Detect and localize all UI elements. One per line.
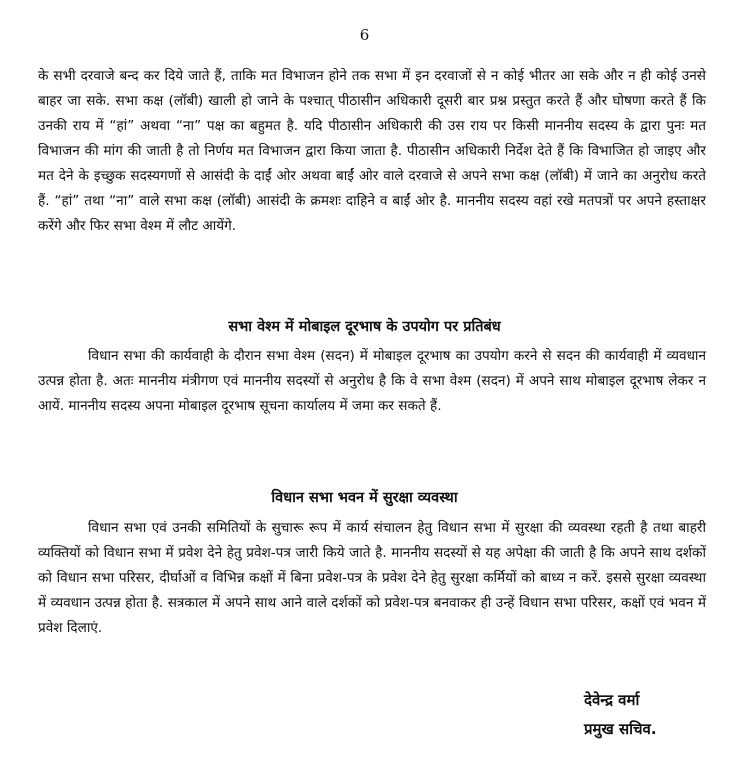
paragraph-mobile-ban: विधान सभा की कार्यवाही के दौरान सभा वेश्म (सदन) में मोबाइल दूरभाष का उपयोग करने से सदन की कार्यवाही में व्यवधान उत्पन्न होता है. अतः माननीय मंत्रीगण एवं माननीय सदस्यों से अनुरोध है कि वे सभा वेश्म (सदन) में अपने साथ मोबाइल दूरभाष लेकर न आयें. माननीय सदस्य अपना मोबाइल दूरभाष सूचना कार्यालय में जमा कर सकते हैं.: [38, 348, 706, 414]
signatory-name: देवेन्द्र वर्मा: [584, 691, 640, 709]
paragraph-security: विधान सभा एवं उनकी समितियों के सुचारू रूप में कार्य संचालन हेतु विधान सभा में सुरक्षा की व्यवस्था रहती है तथा बाहरी व्यक्तियों को विधान सभा में प्रवेश देने हेतु प्रवेश-पत्र जारी किये जाते है. माननीय सदस्यों से यह अपेक्षा की जाती है कि अपने साथ दर्शकों को विधान सभा परिसर, दीर्घाओं व विभिन्न कक्षों में बिना प्रवेश-पत्र के प्रवेश देने हेतु सुरक्षा कर्मियों को बाध्य न करें. इससे सुरक्षा व्यवस्था में व्यवधान उत्पन्न होता है. सत्रकाल में अपने साथ आने वाले दर्शकों को प्रवेश-पत्र बनवाकर ही उन्हें विधान सभा परिसर, कक्षों एवं भवन में प्रवेश दिलाएं.: [38, 520, 706, 636]
signatory-title: प्रमुख सचिव.: [584, 720, 657, 738]
paragraph-voting-procedure: के सभी दरवाजे बन्द कर दिये जाते हैं, ताकि मत विभाजन होने तक सभा में इन दरवाजों से न कोई भीतर आ सके और न ही कोई उनसे बाहर जा सके. सभा कक्ष (लॉबी) खाली हो जाने के पश्चात् पीठासीन अधिकारी दूसरी बार प्रश्न प्रस्तुत करते हैं और घोषणा करते हैं कि उनकी राय में “हां” अथवा “ना” पक्ष का बहुमत है. यदि पीठासीन अधिकारी की उस राय पर किसी माननीय सदस्य के द्वारा पुनः मत विभाजन की मांग की जाती है तो निर्णय मत विभाजन द्वारा किया जाता है. पीठासीन अधिकारी निर्देश देते हैं कि विभाजित हो जाइए और मत देने के इच्छुक सदस्यगणों से आसंदी के दाईं ओर अथवा बाईं ओर वाले दरवाजे से अपने सभा कक्ष (लॉबी) में जाने का अनुरोध करते हैं. “हां” तथा “ना” वाले सभा कक्ष (लॉबी) आसंदी के क्रमशः दाहिने व बाईं ओर है. माननीय सदस्य वहां रखे मतपत्रों पर अपने हस्ताक्षर करेंगे और फिर सभा वेश्म में लौट आयेंगे.: [38, 68, 707, 234]
heading-mobile-ban: सभा वेश्म में मोबाइल दूरभाष के उपयोग पर प्रतिबंध: [228, 319, 501, 335]
heading-security: विधान सभा भवन में सुरक्षा व्यवस्था: [271, 490, 458, 506]
page-number: 6: [359, 26, 370, 44]
